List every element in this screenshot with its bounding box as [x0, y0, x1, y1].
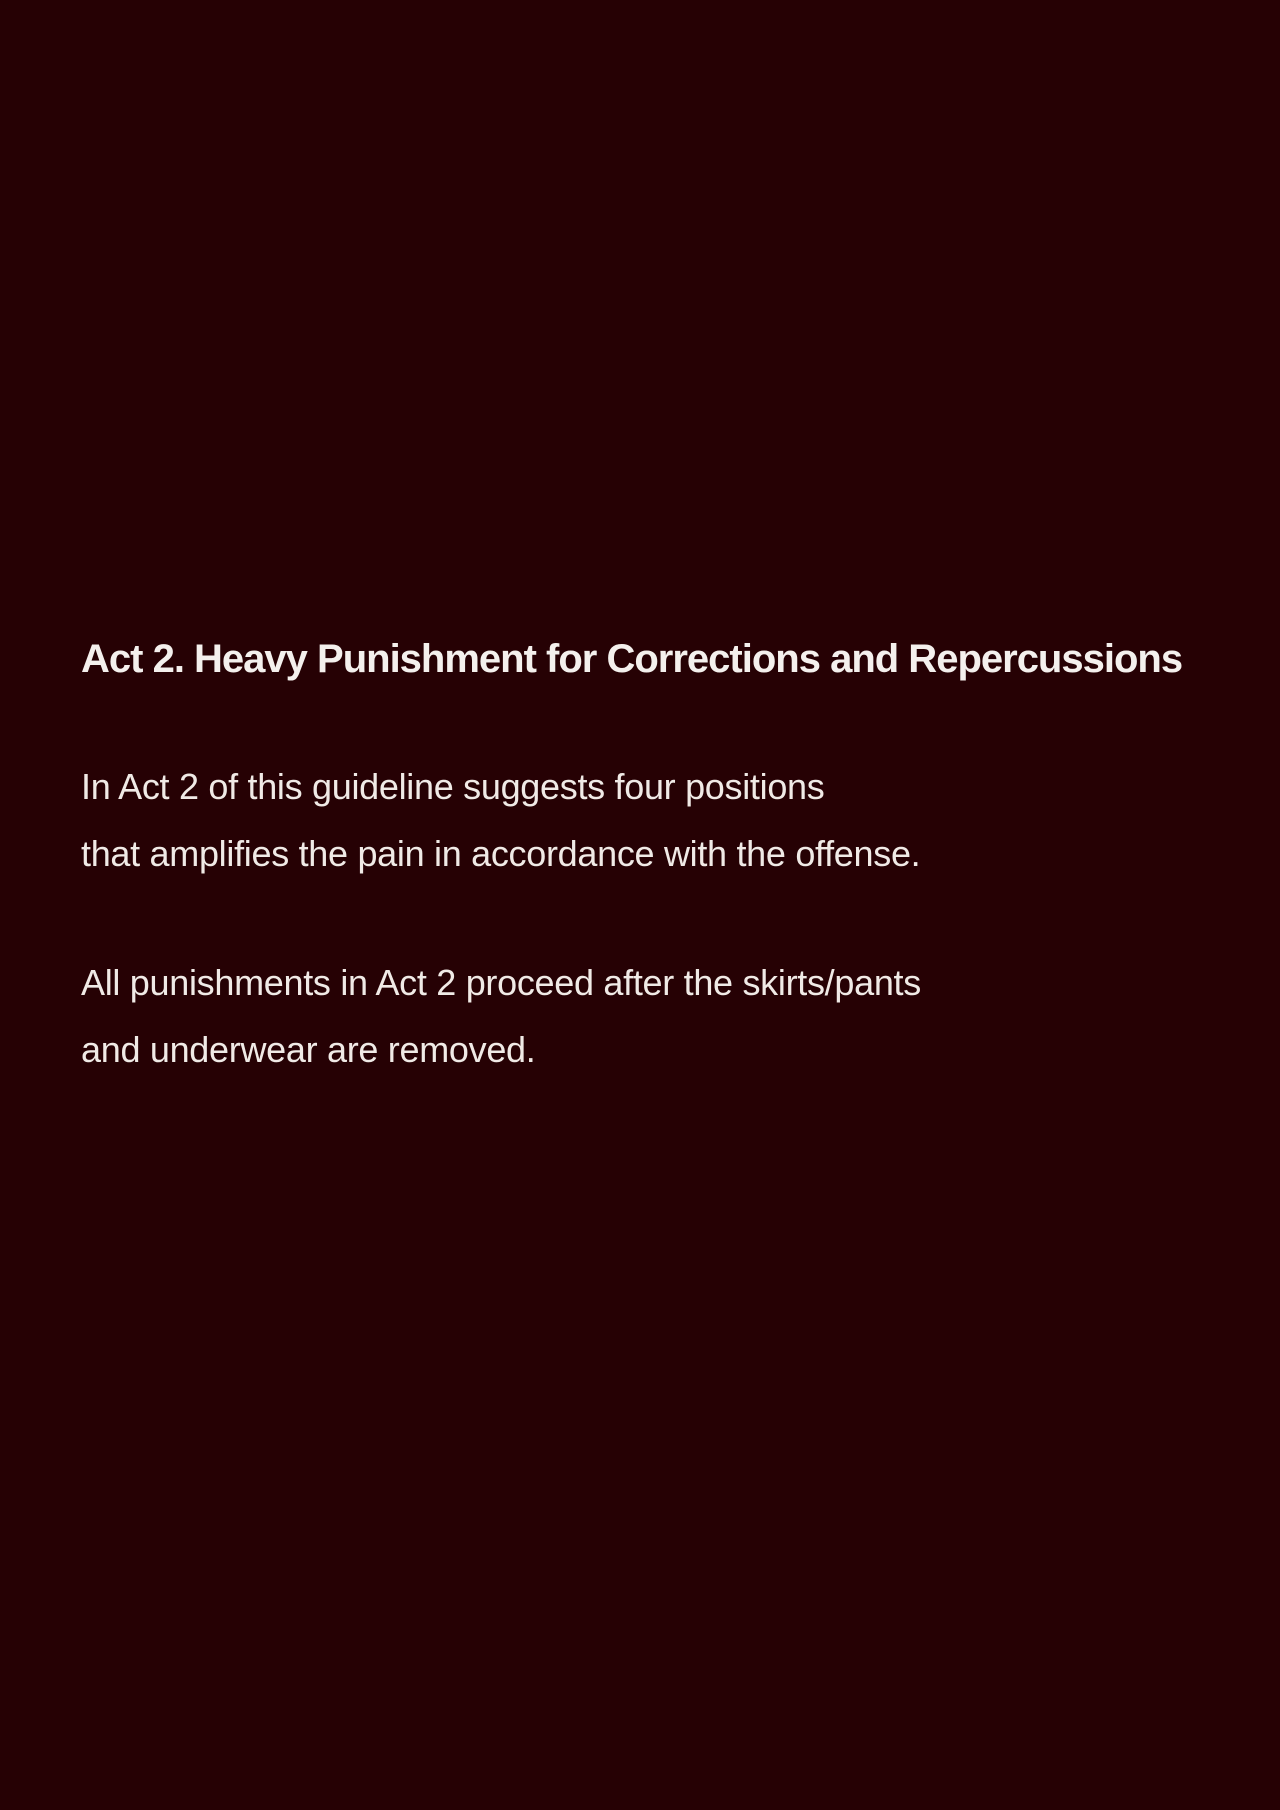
body-text-line: that amplifies the pain in accordance with the offense.	[81, 833, 921, 874]
paragraph-one	[81, 753, 1181, 887]
body-text-line: and underwear are removed.	[81, 1029, 536, 1070]
paragraph-two	[81, 949, 1181, 1083]
body-text-line: All punishments in Act 2 proceed after the skirts/pants	[81, 962, 921, 1003]
page-title: Act 2. Heavy Punishment for Corrections and Repercussions	[81, 637, 1183, 681]
body-text-line: In Act 2 of this guideline suggests four positions	[81, 766, 825, 807]
